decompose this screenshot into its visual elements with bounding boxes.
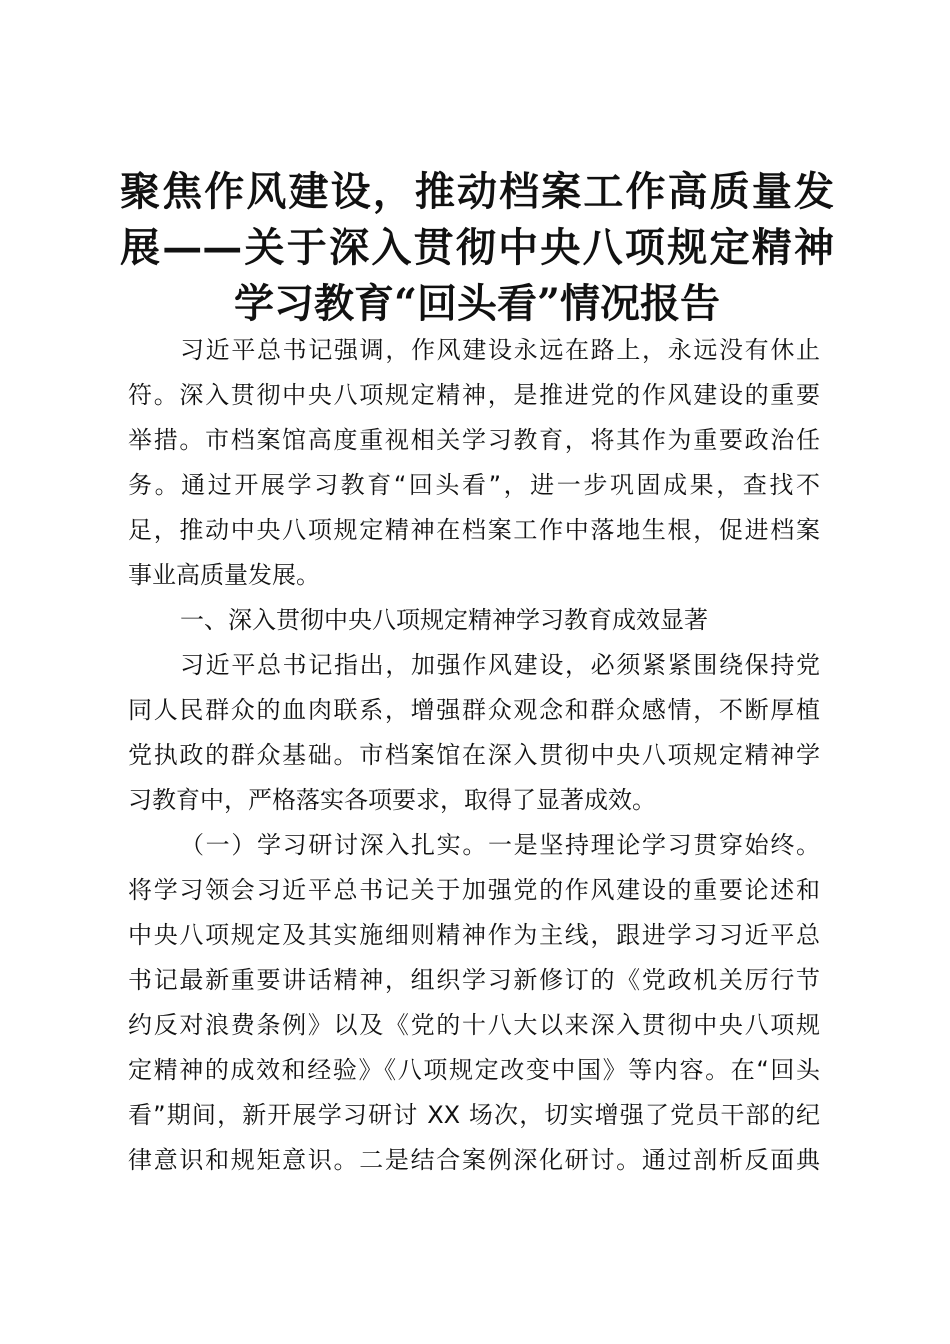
title-line-1: 聚焦作风建设，推动档案工作高质量发 — [120, 168, 834, 215]
section-heading — [128, 598, 820, 643]
paragraph-line: 习教育中，严格落实各项要求，取得了显著成效。 — [128, 786, 656, 814]
paragraph-line: 律意识和规矩意识。二是结合案例深化研讨。通过剖析反面典 — [128, 1146, 820, 1174]
paragraph-line: 习近平总书记强调，作风建设永远在路上，永远没有休止 — [180, 336, 820, 364]
paragraph-line: 书记最新重要讲话精神，组织学习新修订的《党政机关厉行节 — [128, 966, 820, 994]
title-line-3: 学习教育“回头看”情况报告 — [233, 280, 720, 327]
document-title — [120, 164, 834, 332]
paragraph-line: 举措。市档案馆高度重视相关学习教育，将其作为重要政治任 — [128, 426, 820, 454]
paragraph-line: 党执政的群众基础。市档案馆在深入贯彻中央八项规定精神学 — [128, 741, 820, 769]
paragraph-line: 足，推动中央八项规定精神在档案工作中落地生根，促进档案 — [128, 516, 820, 544]
paragraph-line: 习近平总书记指出，加强作风建设，必须紧紧围绕保持党 — [180, 651, 820, 679]
section-heading-text: 一、深入贯彻中央八项规定精神学习教育成效显著 — [180, 606, 708, 634]
paragraph-line: （一）学习研讨深入扎实。一是坚持理论学习贯穿始终。 — [180, 831, 820, 859]
paragraph-line: 约反对浪费条例》以及《党的十八大以来深入贯彻中央八项规 — [128, 1011, 820, 1039]
paragraph-subsection-1 — [128, 823, 820, 1183]
paragraph-line: 定精神的成效和经验》《八项规定改变中国》等内容。在“回头 — [128, 1056, 820, 1084]
paragraph-line: 中央八项规定及其实施细则精神作为主线，跟进学习习近平总 — [128, 921, 820, 949]
title-line-2: 展——关于深入贯彻中央八项规定精神 — [120, 224, 834, 271]
paragraph-line: 同人民群众的血肉联系，增强群众观念和群众感情，不断厚植 — [128, 696, 820, 724]
paragraph-line: 符。深入贯彻中央八项规定精神，是推进党的作风建设的重要 — [128, 381, 820, 409]
paragraph-line: 务。通过开展学习教育“回头看”，进一步巩固成果，查找不 — [128, 471, 820, 499]
paragraph-line: 事业高质量发展。 — [128, 561, 320, 589]
document-body — [128, 328, 820, 1183]
paragraph-line: 将学习领会习近平总书记关于加强党的作风建设的重要论述和 — [128, 876, 820, 904]
paragraph-section-1 — [128, 643, 820, 823]
paragraph-line: 看”期间，新开展学习研讨 XX 场次，切实增强了党员干部的纪 — [128, 1101, 820, 1129]
paragraph-intro — [128, 328, 820, 598]
